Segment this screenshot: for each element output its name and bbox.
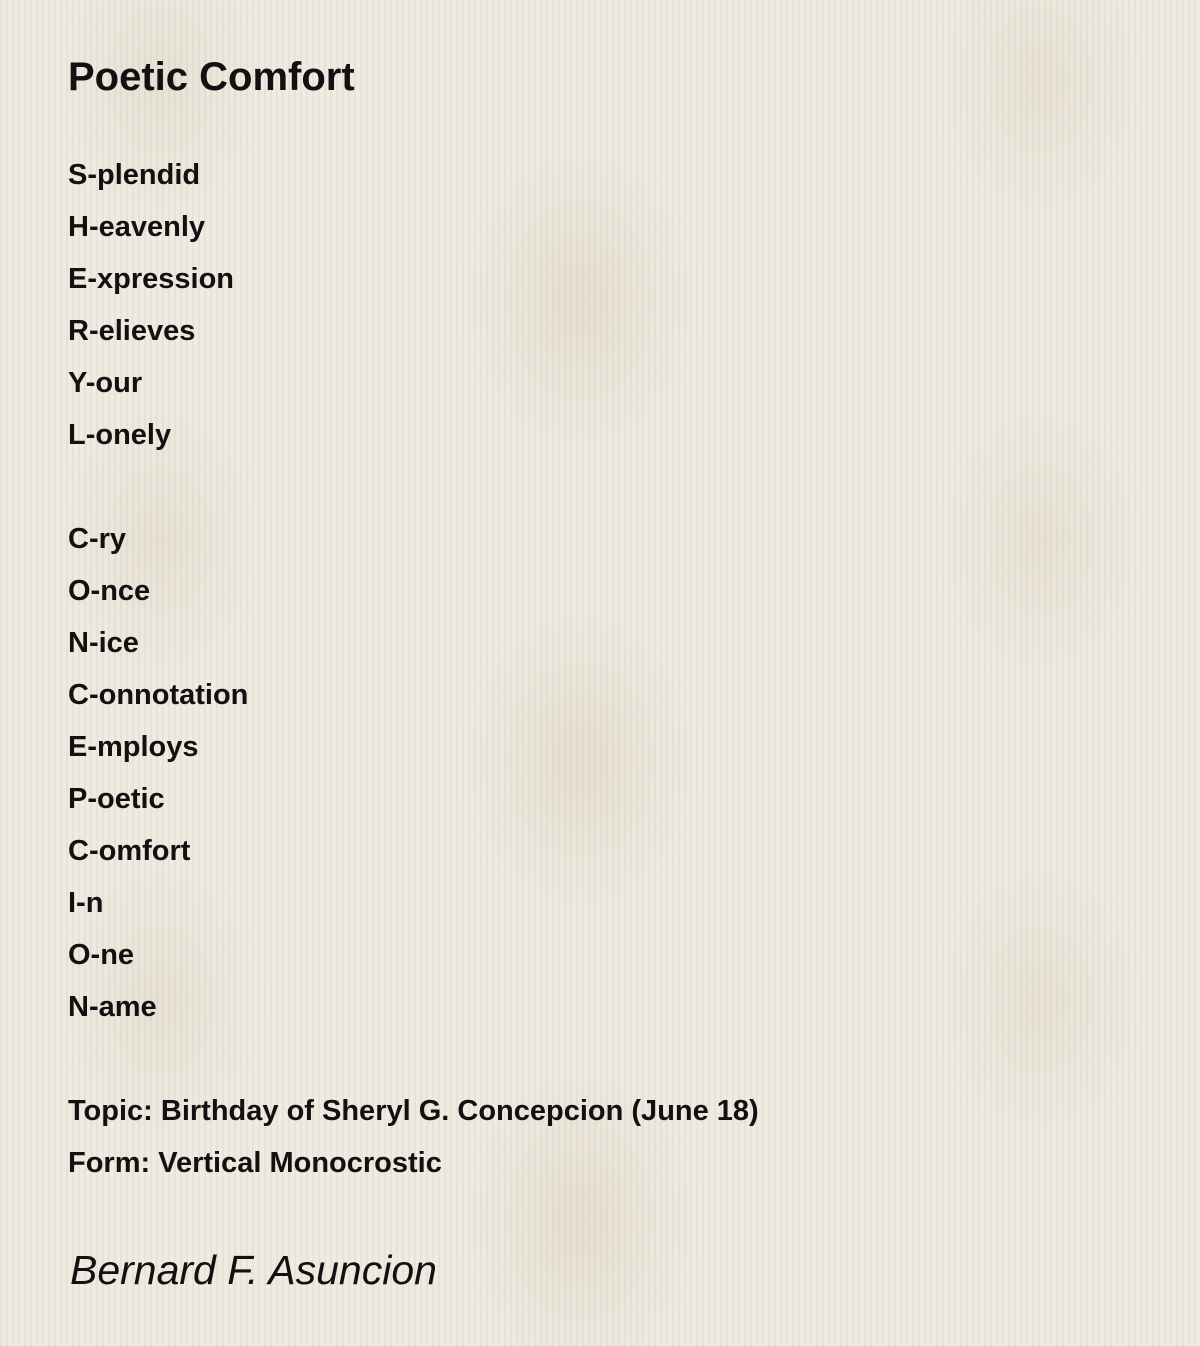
poem-line: L-onely	[68, 419, 172, 451]
poem-line: S-plendid	[68, 159, 201, 191]
poem-line: C-onnotation	[68, 679, 249, 711]
poem-title: Poetic Comfort	[68, 55, 355, 99]
poem-line: E-xpression	[68, 263, 234, 295]
poem-line: C-ry	[68, 523, 127, 555]
author-name: Bernard F. Asuncion	[70, 1247, 437, 1293]
poem-line: E-mploys	[68, 731, 199, 763]
poem-line: P-oetic	[68, 783, 165, 815]
poem-line: R-elieves	[68, 315, 196, 347]
stanza-1	[68, 149, 234, 461]
poem-line: H-eavenly	[68, 211, 206, 243]
stanza-2	[68, 513, 248, 1033]
poem-notes	[68, 1085, 759, 1189]
poem-line: I-n	[68, 887, 104, 919]
poem-line: C-omfort	[68, 835, 191, 867]
form-line: Form: Vertical Monocrostic	[68, 1147, 442, 1179]
poem-line: O-nce	[68, 575, 151, 607]
topic-line: Topic: Birthday of Sheryl G. Concepcion (June 18)	[68, 1095, 759, 1127]
poem-line: O-ne	[68, 939, 135, 971]
poem-line: Y-our	[68, 367, 143, 399]
poem-line: N-ice	[68, 627, 139, 659]
poem-line: N-ame	[68, 991, 157, 1023]
